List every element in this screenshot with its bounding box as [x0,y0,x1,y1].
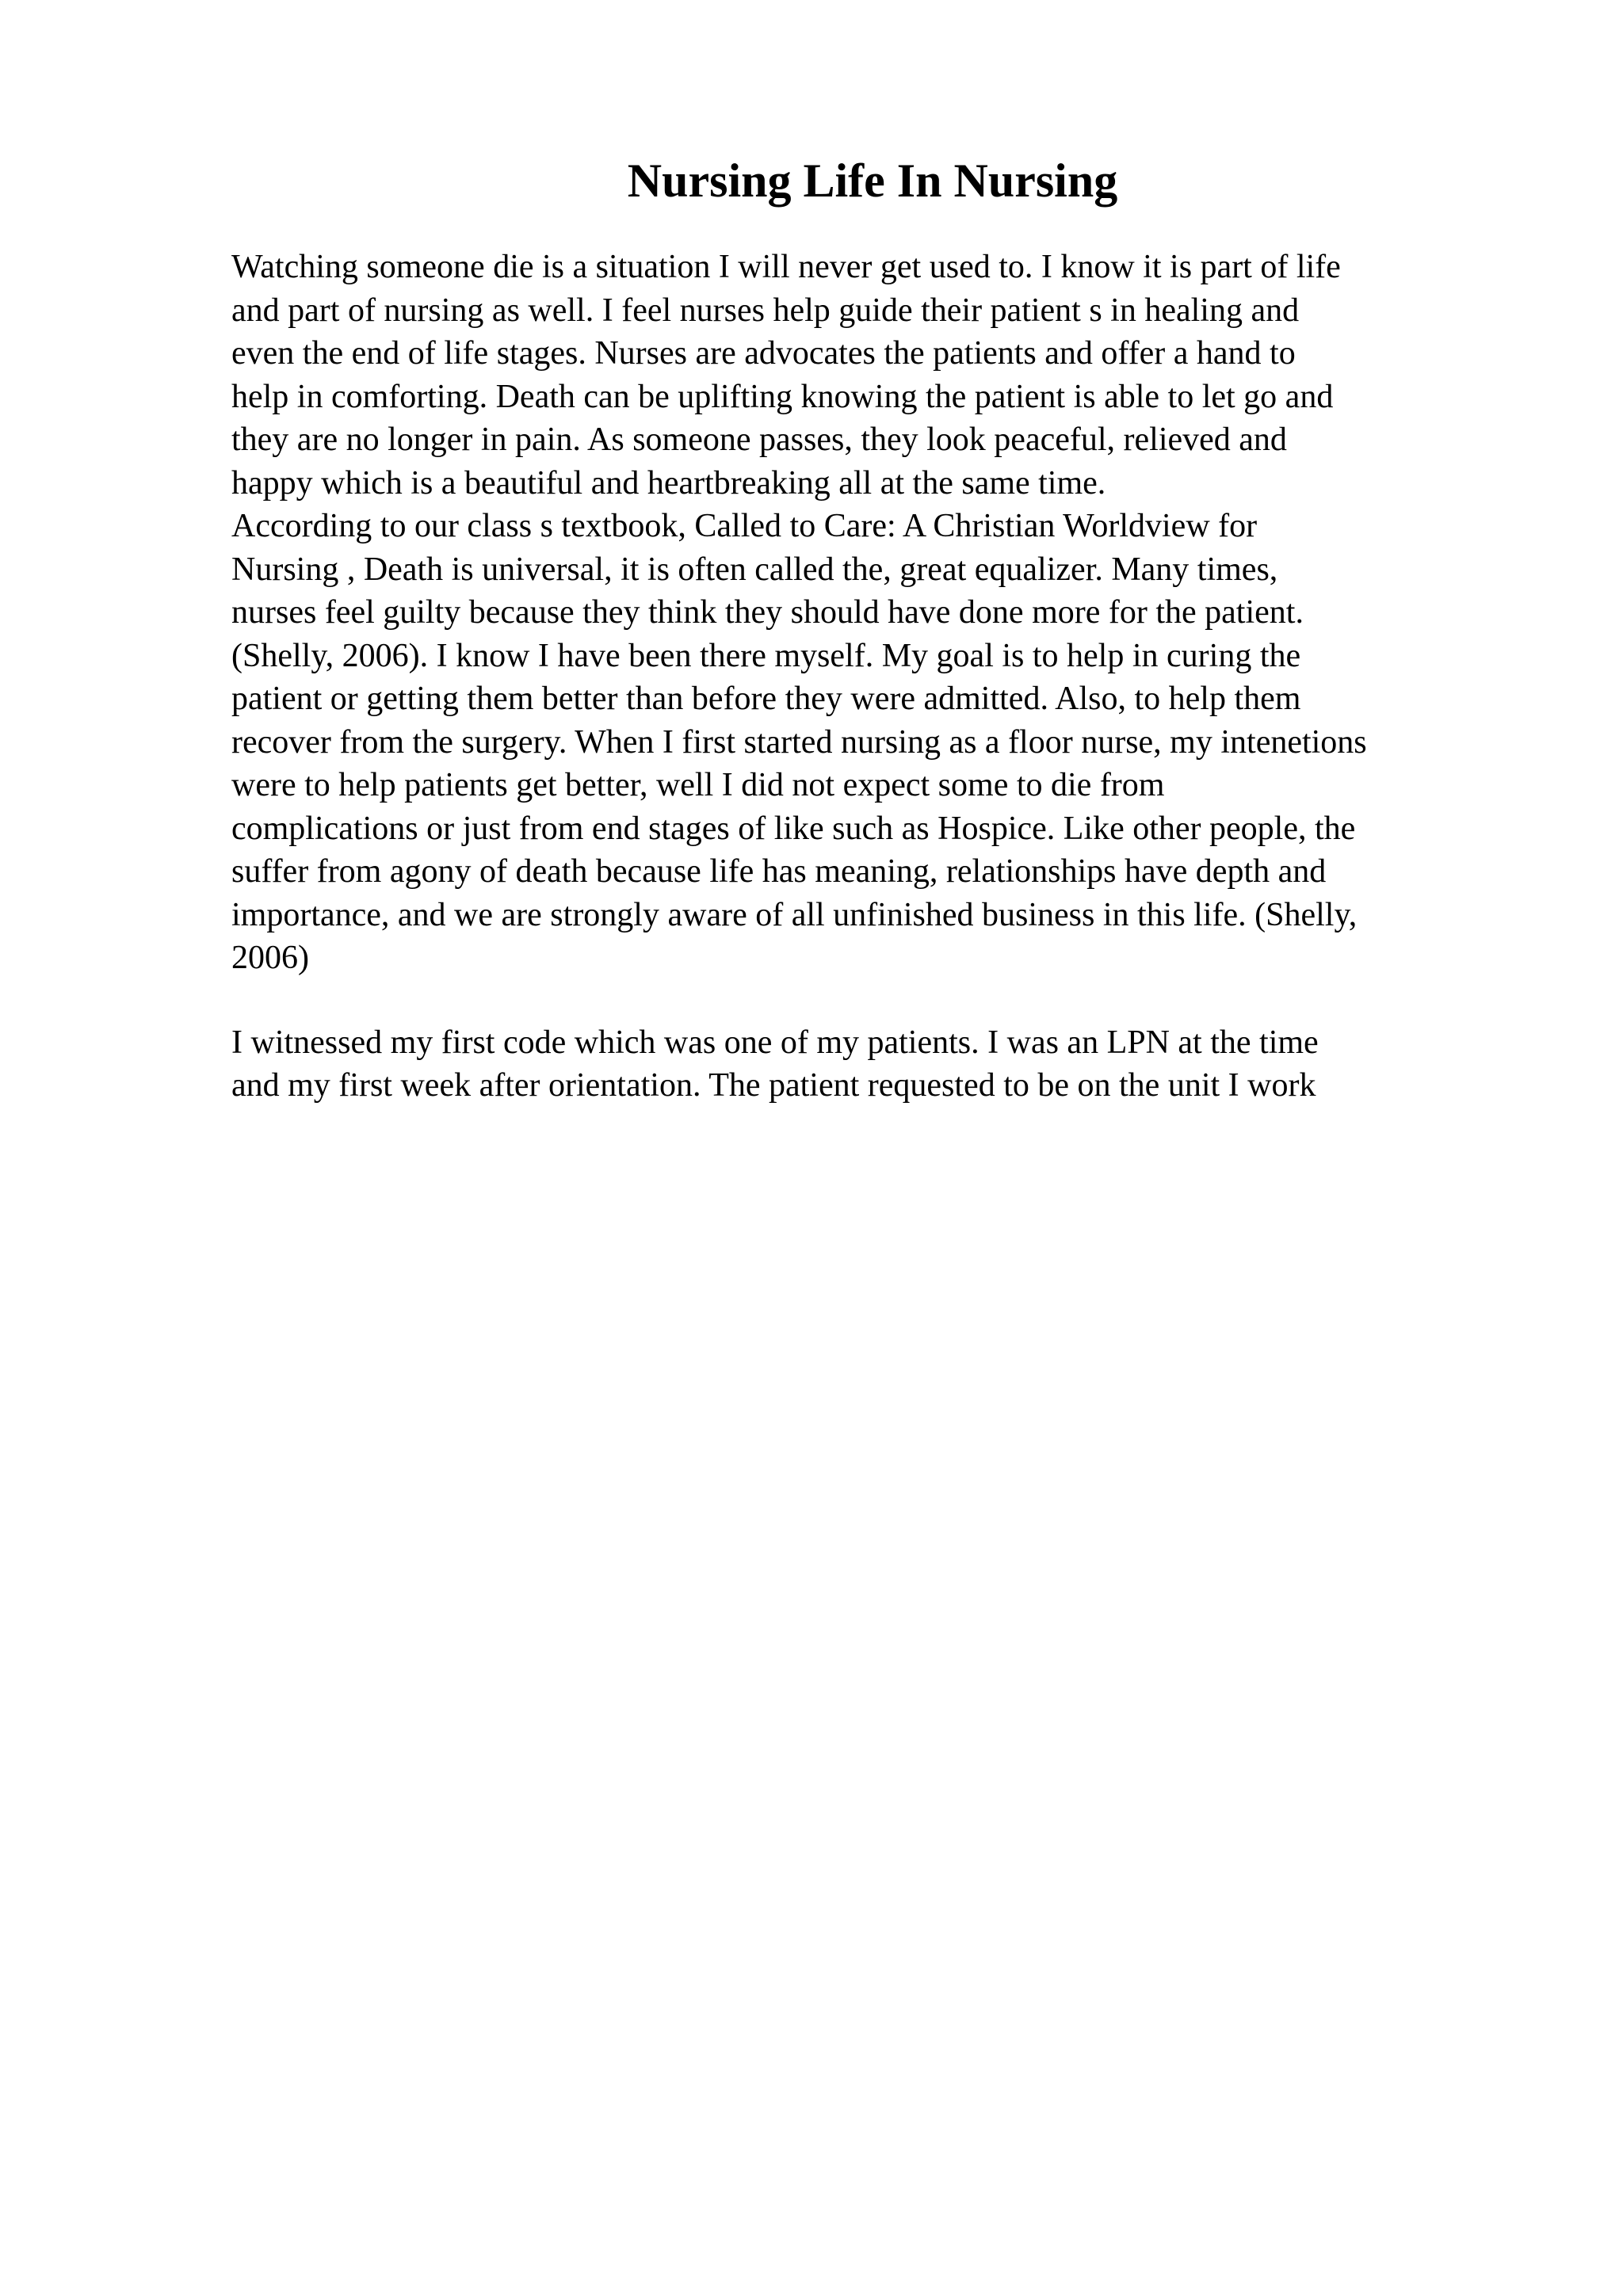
text-line: happy which is a beautiful and heartbreaking all at the same time. [231,464,1106,502]
text-line: they are no longer in pain. As someone passes, they look peaceful, relieved and [231,421,1287,458]
paragraph-spacer [231,980,1594,1021]
text-line: complications or just from end stages of like such as Hospice. Like other people, the [231,810,1356,847]
text-line: suffer from agony of death because life has meaning, relationships have depth and [231,853,1327,890]
text-line: importance, and we are strongly aware of all unfinished business in this life. (Shelly, [231,896,1358,933]
text-line: 2006) [231,940,309,976]
document-title: Nursing Life In Nursing [627,154,1118,207]
paragraph-1 [231,246,1594,505]
text-line: According to our class s textbook, Called to Care: A Christian Worldview for [231,508,1258,544]
text-line: nurses feel guilty because they think they should have done more for the patient. [231,594,1304,631]
text-line: Nursing , Death is universal, it is often called the, great equalizer. Many times, [231,551,1278,588]
text-line: I witnessed my first code which was one of my patients. I was an LPN at the time [231,1024,1319,1061]
text-line: were to help patients get better, well I did not expect some to die from [231,767,1165,803]
text-line: (Shelly, 2006). I know I have been there myself. My goal is to help in curing the [231,637,1301,674]
text-line: and part of nursing as well. I feel nurses help guide their patient s in healing and [231,292,1300,329]
text-line: Watching someone die is a situation I will never get used to. I know it is part of life [231,249,1341,285]
text-line: patient or getting them better than before they were admitted. Also, to help them [231,681,1301,717]
text-line: recover from the surgery. When I first started nursing as a floor nurse, my intenetions [231,723,1367,761]
document-body [231,246,1594,1108]
text-line: and my first week after orientation. The patient requested to be on the unit I work [231,1067,1316,1104]
paragraph-2 [231,505,1594,980]
paragraph-3 [231,1021,1594,1108]
text-line: even the end of life stages. Nurses are advocates the patients and offer a hand to [231,335,1296,372]
text-line: help in comforting. Death can be uplifting knowing the patient is able to let go and [231,378,1334,415]
